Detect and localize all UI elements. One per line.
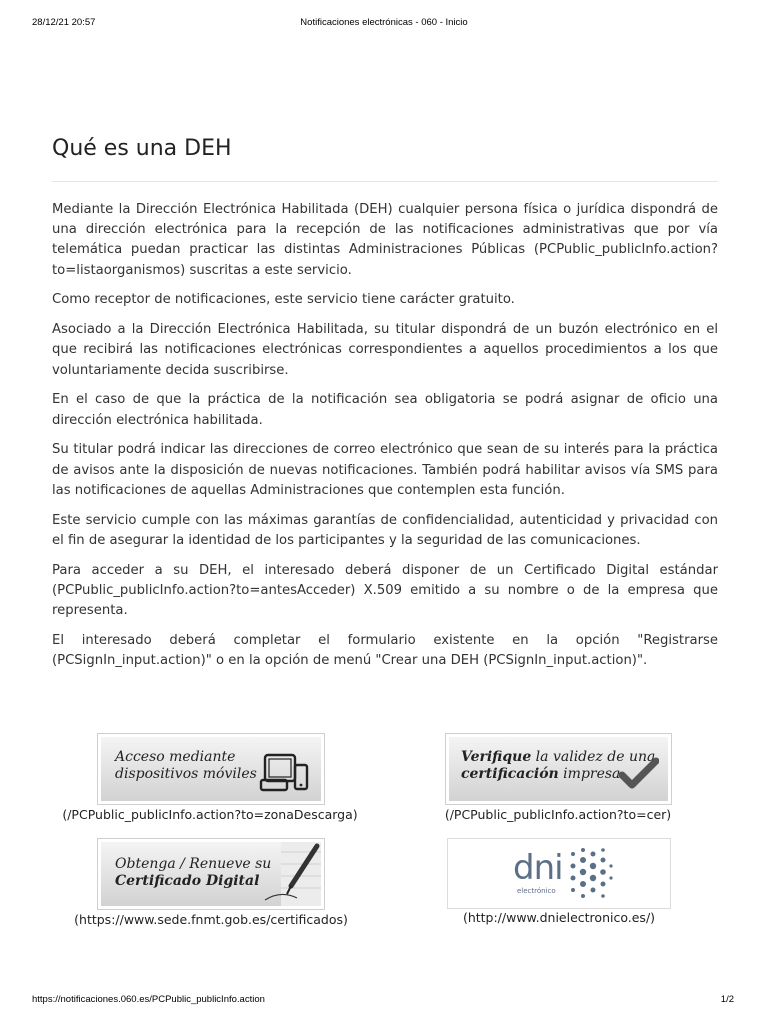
paragraph: Este servicio cumple con las máximas garantías de confidencialidad, autenticidad y privacidad con el fin de asegurar la identidad de los participantes y la seguridad de las comunicaciones. [52, 512, 718, 548]
verify-line2-bold: certificación [461, 766, 559, 782]
verify-line1-rest: la validez de una [531, 749, 656, 765]
devices-icon [259, 753, 311, 793]
verify-certification-banner[interactable] [445, 733, 672, 805]
digital-certificate-text [115, 856, 271, 890]
title-divider [52, 181, 718, 182]
paragraph: En el caso de que la práctica de la notificación sea obligatoria se podrá asignar de oficio una dirección electrónica habilitada. [52, 392, 718, 428]
digital-certificate-line1: Obtenga / Renueve su [115, 856, 272, 872]
verify-line1-bold: Verifique [461, 749, 532, 765]
dni-electronico-link[interactable]: (http://www.dnielectronico.es/) [462, 910, 656, 925]
mobile-access-link[interactable]: (/PCPublic_publicInfo.action?to=zonaDescarga) [62, 807, 358, 822]
page-title: Qué es una DEH [52, 136, 232, 161]
paragraph: Su titular podrá indicar las direcciones de correo electrónico que sean de su interés para la práctica de avisos ante la disposición de nuevas notificaciones. También podrá habilitar avisos vía SMS para las notificaciones de aquellas Administraciones que contemplen esta función. [52, 442, 718, 498]
mobile-access-line2: dispositivos móviles [115, 766, 257, 782]
mobile-access-banner[interactable] [97, 733, 325, 805]
description-text [52, 200, 718, 681]
checkmark-icon [619, 757, 659, 791]
verify-certification-banner-image [449, 737, 668, 801]
verify-line2-rest: impresa [558, 766, 621, 782]
print-datetime: 28/12/21 20:57 [32, 17, 96, 28]
print-page-number: 1/2 [720, 994, 734, 1005]
dot-grid-icon [569, 846, 613, 904]
print-url: https://notificaciones.060.es/PCPublic_publicInfo.action [32, 994, 265, 1005]
paragraph: Para acceder a su DEH, el interesado deberá disponer de un Certificado Digital estándar (PCPublic_publicInfo.action?to=antesAcceder) X.509 emitido a su nombre o de la empresa que representa. [52, 562, 718, 619]
verify-certification-link[interactable]: (/PCPublic_publicInfo.action?to=cer) [444, 807, 672, 822]
dni-logo-subtitle: electrónico [517, 887, 556, 895]
paragraph: El interesado deberá completar el formulario existente en la opción "Registrarse (PCSignIn_input.action)" o en la opción de menú "Crear una DEH (PCSignIn_input.action)". [52, 632, 718, 669]
dni-electronico-banner[interactable] [447, 838, 671, 909]
digital-certificate-line2-bold: Certificado Digital [115, 873, 260, 889]
paragraph: Como receptor de notificaciones, este servicio tiene carácter gratuito. [52, 292, 515, 308]
digital-certificate-line2 [115, 873, 271, 890]
paragraph: Mediante la Dirección Electrónica Habilitada (DEH) cualquier persona física o jurídica dispondrá de una dirección electrónica para la recepción de las notificaciones administrativas que por vía telemática puedan practicar las distintas Administraciones Públicas (PCPublic_publicInfo.action?to=listaorganismos) suscritas a este servicio. [52, 202, 718, 278]
mobile-access-banner-image [101, 737, 321, 801]
print-page-title: Notificaciones electrónicas - 060 - Inicio [300, 17, 468, 28]
paragraph: Asociado a la Dirección Electrónica Habilitada, su titular dispondrá de un buzón electrónico en el que recibirá las notificaciones electrónicas correspondientes a aquellos procedimientos a los que voluntariamente decida suscribirse. [52, 322, 718, 378]
digital-certificate-banner-image [101, 842, 321, 906]
digital-certificate-link[interactable]: (https://www.sede.fnmt.gob.es/certificados) [74, 912, 348, 927]
digital-certificate-banner[interactable] [97, 838, 325, 910]
print-header [0, 17, 768, 31]
pen-icon [251, 842, 321, 906]
dni-electronico-logo [451, 842, 667, 905]
mobile-access-line1: Acceso mediante [115, 749, 236, 765]
dni-logo-word: dni [513, 848, 563, 888]
mobile-access-text [115, 749, 257, 783]
print-footer [0, 994, 768, 1008]
